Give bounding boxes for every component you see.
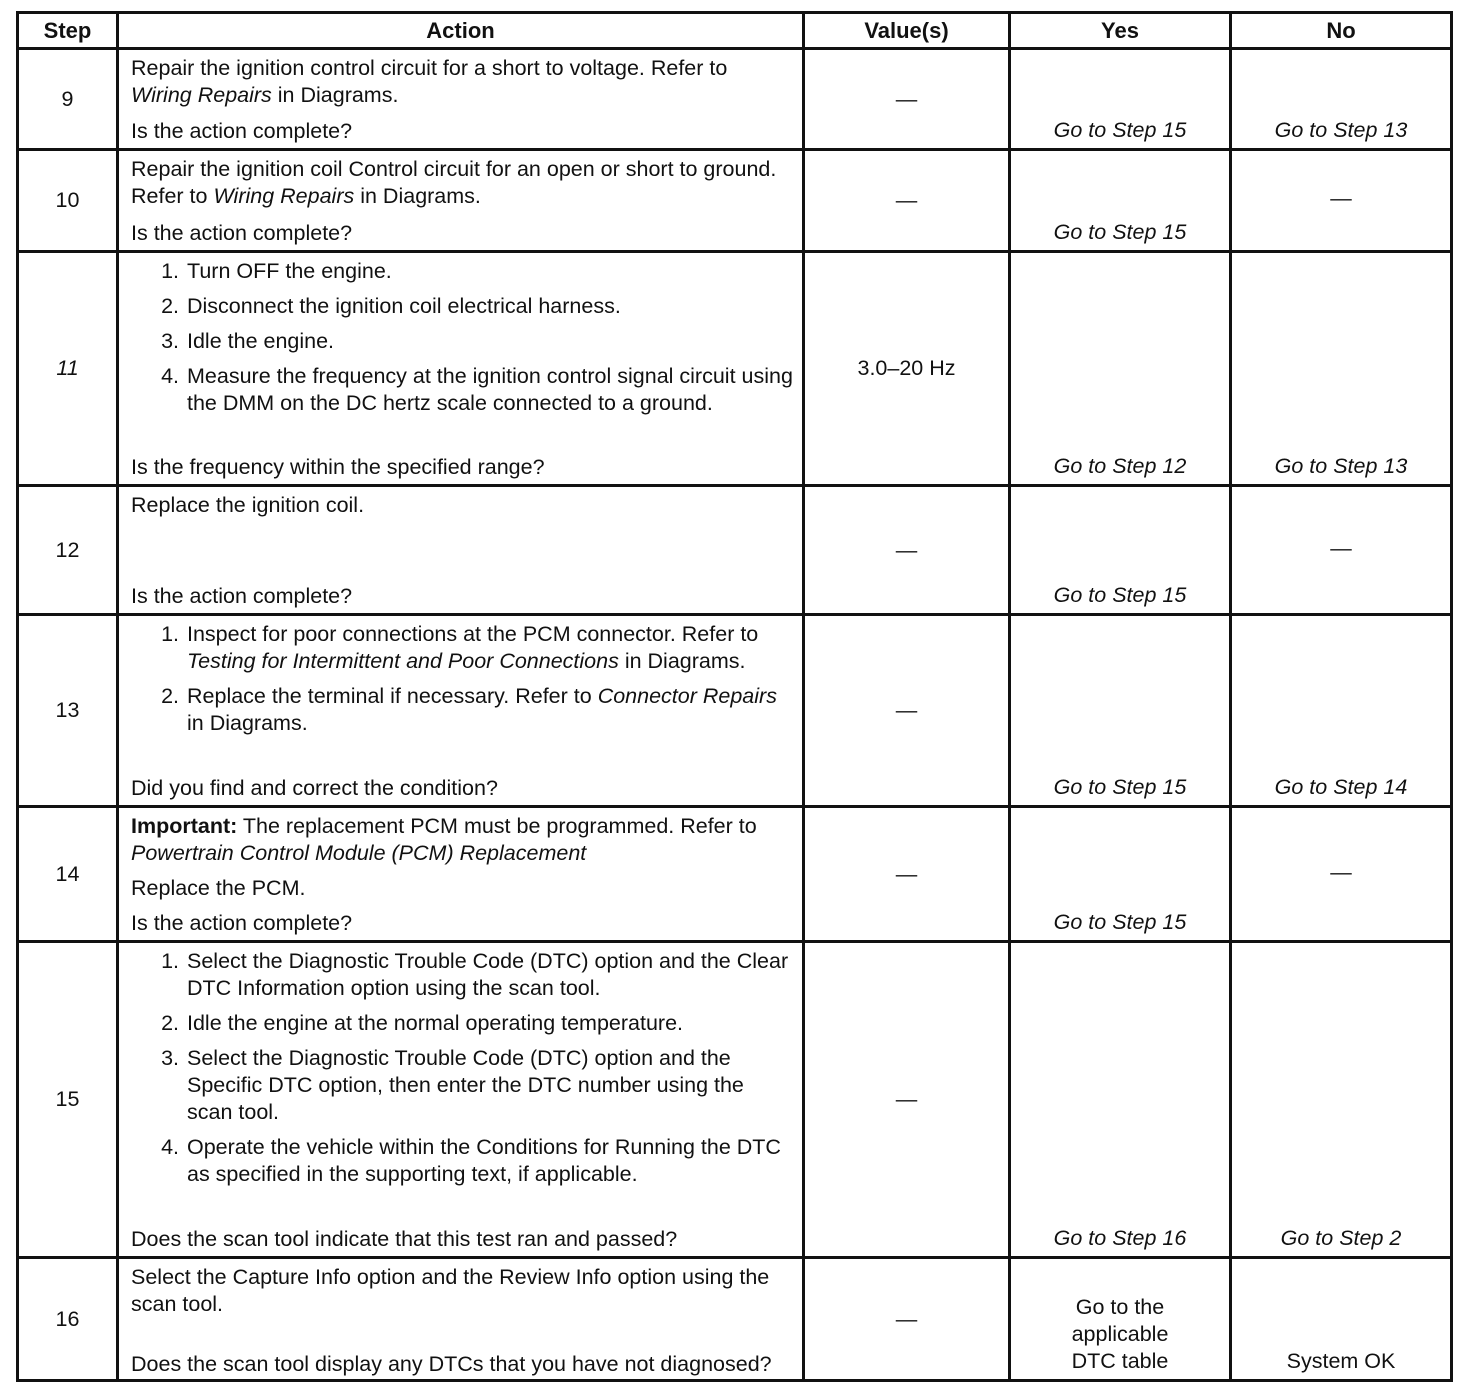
action-question: Does the scan tool indicate that this test ran and passed?	[131, 1227, 678, 1251]
no-cell: —	[1231, 807, 1452, 942]
action-cell	[118, 615, 804, 807]
table-row	[18, 150, 1452, 252]
header-yes: Yes	[1010, 13, 1231, 49]
list-item: 2. Disconnect the ignition coil electrical harness.	[161, 294, 621, 318]
action-text: Replace the ignition coil.	[131, 493, 365, 517]
table-row	[18, 486, 1452, 615]
no-cell: Go to Step 13	[1231, 49, 1452, 150]
value-cell: —	[804, 150, 1010, 252]
no-cell: Go to Step 14	[1231, 615, 1452, 807]
action-cell	[118, 486, 804, 615]
header-no: No	[1231, 13, 1452, 49]
no-cell: —	[1231, 486, 1452, 615]
step-number: 9	[18, 49, 118, 150]
header-step: Step	[18, 13, 118, 49]
table-row	[18, 252, 1452, 486]
diagnostic-table	[16, 11, 1453, 1382]
list-item: 2. Idle the engine at the normal operating temperature.	[161, 1011, 684, 1035]
action-steps	[131, 621, 794, 737]
list-item: 1. Inspect for poor connections at the PCM connector. Refer to Testing for Intermittent and Poor Connections in Diagrams.	[161, 622, 759, 673]
list-item: 3. Select the Diagnostic Trouble Code (DTC) option and the Specific DTC option, then enter the DTC number using the scan tool.	[161, 1046, 744, 1124]
value-cell: —	[804, 807, 1010, 942]
header-action: Action	[118, 13, 804, 49]
table-row	[18, 807, 1452, 942]
yes-cell: Go to the applicable DTC table	[1010, 1258, 1231, 1381]
list-item: 3. Idle the engine.	[161, 329, 335, 353]
action-text: Repair the ignition control circuit for a short to voltage. Refer to Wiring Repairs in Diagrams.	[131, 56, 728, 107]
action-question: Is the frequency within the specified range?	[131, 455, 545, 479]
action-question: Is the action complete?	[131, 221, 353, 245]
action-question: Did you find and correct the condition?	[131, 776, 498, 800]
step-number: 15	[18, 942, 118, 1258]
list-item: 1. Select the Diagnostic Trouble Code (DTC) option and the Clear DTC Information option using the scan tool.	[161, 949, 789, 1000]
action-question: Does the scan tool display any DTCs that you have not diagnosed?	[131, 1352, 772, 1376]
value-cell: 3.0–20 Hz	[804, 252, 1010, 486]
step-number: 16	[18, 1258, 118, 1381]
yes-cell: Go to Step 15	[1010, 150, 1231, 252]
step-number: 14	[18, 807, 118, 942]
action-text: Select the Capture Info option and the Review Info option using the scan tool.	[131, 1265, 770, 1316]
action-cell	[118, 807, 804, 942]
value-cell: —	[804, 615, 1010, 807]
action-text: Repair the ignition coil Control circuit for an open or short to ground. Refer to Wiring Repairs in Diagrams.	[131, 157, 777, 208]
table-row	[18, 49, 1452, 150]
header-row	[18, 13, 1452, 49]
action-question: Is the action complete?	[131, 119, 353, 143]
yes-cell: Go to Step 15	[1010, 615, 1231, 807]
step-number: 13	[18, 615, 118, 807]
list-item: 2. Replace the terminal if necessary. Refer to Connector Repairs in Diagrams.	[161, 684, 777, 735]
action-steps	[131, 948, 794, 1188]
table-row	[18, 615, 1452, 807]
header-value: Value(s)	[804, 13, 1010, 49]
no-cell: Go to Step 13	[1231, 252, 1452, 486]
yes-cell: Go to Step 15	[1010, 49, 1231, 150]
action-cell	[118, 1258, 804, 1381]
value-cell: —	[804, 1258, 1010, 1381]
no-cell: —	[1231, 150, 1452, 252]
yes-cell: Go to Step 12	[1010, 252, 1231, 486]
value-cell: —	[804, 942, 1010, 1258]
list-item: 4. Measure the frequency at the ignition control signal circuit using the DMM on the DC hertz scale connected to a ground.	[161, 364, 793, 415]
action-question: Is the action complete?	[131, 584, 353, 608]
yes-cell: Go to Step 16	[1010, 942, 1231, 1258]
table-row	[18, 1258, 1452, 1381]
action-steps	[131, 258, 794, 417]
no-cell: System OK	[1231, 1258, 1452, 1381]
list-item: 4. Operate the vehicle within the Conditions for Running the DTC as specified in the supporting text, if applicable.	[161, 1135, 781, 1186]
important-note: Important: The replacement PCM must be programmed. Refer to Powertrain Control Module (PCM) Replacement	[131, 814, 757, 865]
action-cell	[118, 150, 804, 252]
step-number: 11	[18, 252, 118, 486]
list-item: 1. Turn OFF the engine.	[161, 259, 392, 283]
yes-cell: Go to Step 15	[1010, 807, 1231, 942]
action-cell	[118, 252, 804, 486]
yes-cell: Go to Step 15	[1010, 486, 1231, 615]
no-cell: Go to Step 2	[1231, 942, 1452, 1258]
step-number: 12	[18, 486, 118, 615]
action-question: Is the action complete?	[131, 911, 353, 935]
action-text: Replace the PCM.	[131, 876, 306, 900]
value-cell: —	[804, 49, 1010, 150]
value-cell: —	[804, 486, 1010, 615]
action-cell	[118, 942, 804, 1258]
table-row	[18, 942, 1452, 1258]
step-number: 10	[18, 150, 118, 252]
action-cell	[118, 49, 804, 150]
